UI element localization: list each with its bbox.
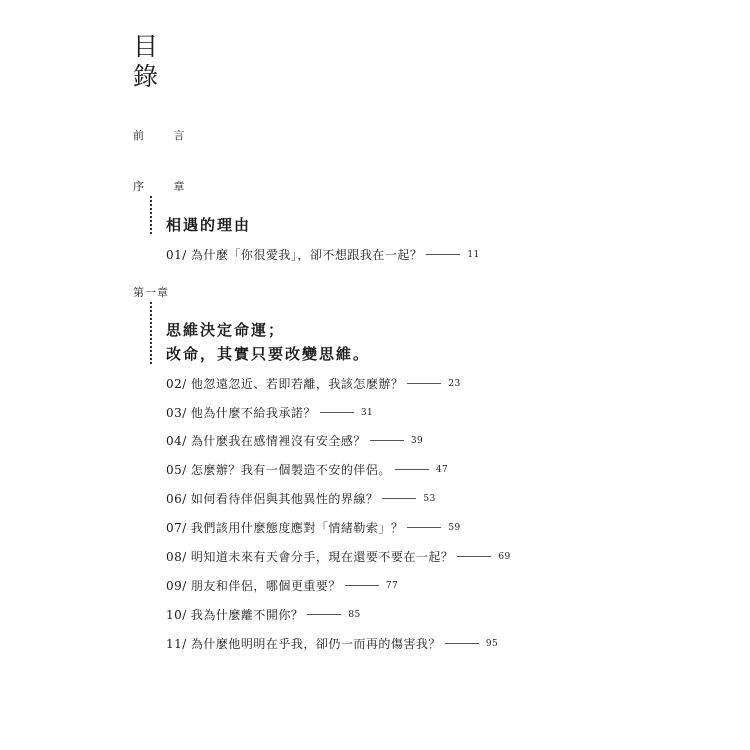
leader-line bbox=[395, 469, 429, 470]
entry-number: 09/ bbox=[166, 578, 187, 593]
entry-number: 01/ bbox=[166, 247, 187, 262]
entry-title: 怎麼辦？我有一個製造不安的伴侶。 bbox=[190, 463, 391, 477]
prologue-heading-text: 相遇的理由 bbox=[166, 216, 252, 234]
toc-entry-07[interactable] bbox=[166, 519, 461, 536]
entry-number: 08/ bbox=[166, 549, 187, 564]
leader-line bbox=[445, 643, 479, 644]
page-title bbox=[133, 32, 163, 92]
leader-line bbox=[345, 585, 379, 586]
entry-title: 如何看待伴侶與其他異性的界線？ bbox=[190, 492, 379, 506]
toc-entry-05[interactable] bbox=[166, 461, 448, 478]
preface-label[interactable]: 前 言 bbox=[133, 129, 198, 142]
entry-number: 04/ bbox=[166, 433, 187, 448]
entry-number: 11/ bbox=[166, 636, 187, 651]
entry-title: 明知道未來有天會分手，現在還要不要在一起？ bbox=[190, 550, 454, 564]
entry-page: 59 bbox=[448, 522, 461, 533]
toc-entry-09[interactable] bbox=[166, 577, 398, 594]
entry-number: 05/ bbox=[166, 462, 187, 477]
chapter1-heading bbox=[166, 318, 370, 366]
entry-page: 95 bbox=[485, 638, 499, 649]
entry-number: 06/ bbox=[166, 491, 187, 506]
leader-line bbox=[457, 556, 491, 557]
toc-entry-03[interactable] bbox=[166, 404, 373, 421]
entry-title: 為什麼他明明在乎我，卻仍一而再的傷害我？ bbox=[190, 637, 441, 651]
entry-title: 我為什麼離不開你？ bbox=[190, 608, 304, 622]
toc-entry-11[interactable] bbox=[166, 635, 498, 652]
toc-entry-02[interactable] bbox=[166, 375, 461, 392]
entry-page: 69 bbox=[498, 551, 511, 562]
toc-entry-04[interactable] bbox=[166, 432, 423, 449]
toc-entry-06[interactable] bbox=[166, 490, 436, 507]
prologue-label: 序 章 bbox=[133, 180, 198, 193]
entry-page: 85 bbox=[348, 609, 361, 620]
chapter1-heading-line2: 改命，其實只要改變思維。 bbox=[166, 345, 371, 363]
toc-entry-01[interactable] bbox=[166, 246, 480, 263]
entry-page: 53 bbox=[423, 493, 436, 504]
entry-number: 07/ bbox=[166, 520, 187, 535]
chapter1-heading-line1: 思維決定命運； bbox=[166, 321, 286, 339]
leader-line bbox=[382, 498, 416, 499]
entry-page: 23 bbox=[448, 378, 461, 389]
chapter1-dotted-rule bbox=[150, 302, 152, 364]
entry-title: 他為什麼不給我承諾？ bbox=[190, 406, 316, 420]
leader-line bbox=[407, 527, 441, 528]
page-title-char-2: 錄 bbox=[133, 62, 159, 91]
entry-number: 03/ bbox=[166, 405, 187, 420]
entry-page: 77 bbox=[385, 580, 399, 591]
prologue-dotted-rule bbox=[150, 196, 152, 234]
entry-title: 我們該用什麼態度應對「情緒勒索」？ bbox=[190, 521, 404, 535]
entry-title: 為什麼我在感情裡沒有安全感？ bbox=[190, 434, 366, 448]
entry-title: 朋友和伴侶，哪個更重要？ bbox=[190, 579, 341, 593]
leader-line bbox=[370, 440, 404, 441]
entry-page: 11 bbox=[467, 249, 480, 260]
toc-entry-10[interactable] bbox=[166, 606, 361, 623]
leader-line bbox=[426, 254, 460, 255]
entry-page: 39 bbox=[410, 435, 424, 446]
entry-title: 他忽遠忽近、若即若離，我該怎麼辦？ bbox=[190, 377, 404, 391]
page-title-char-1: 目 bbox=[133, 32, 159, 61]
entry-page: 47 bbox=[435, 464, 449, 475]
leader-line bbox=[307, 614, 341, 615]
toc-entry-08[interactable] bbox=[166, 548, 511, 565]
entry-number: 10/ bbox=[166, 607, 187, 622]
leader-line bbox=[320, 412, 354, 413]
chapter1-label: 第一章 bbox=[133, 286, 169, 299]
entry-page: 31 bbox=[360, 407, 374, 418]
leader-line bbox=[407, 383, 441, 384]
prologue-heading bbox=[166, 213, 251, 237]
entry-title: 為什麼「你很愛我」，卻不想跟我在一起？ bbox=[190, 248, 423, 262]
entry-number: 02/ bbox=[166, 376, 187, 391]
